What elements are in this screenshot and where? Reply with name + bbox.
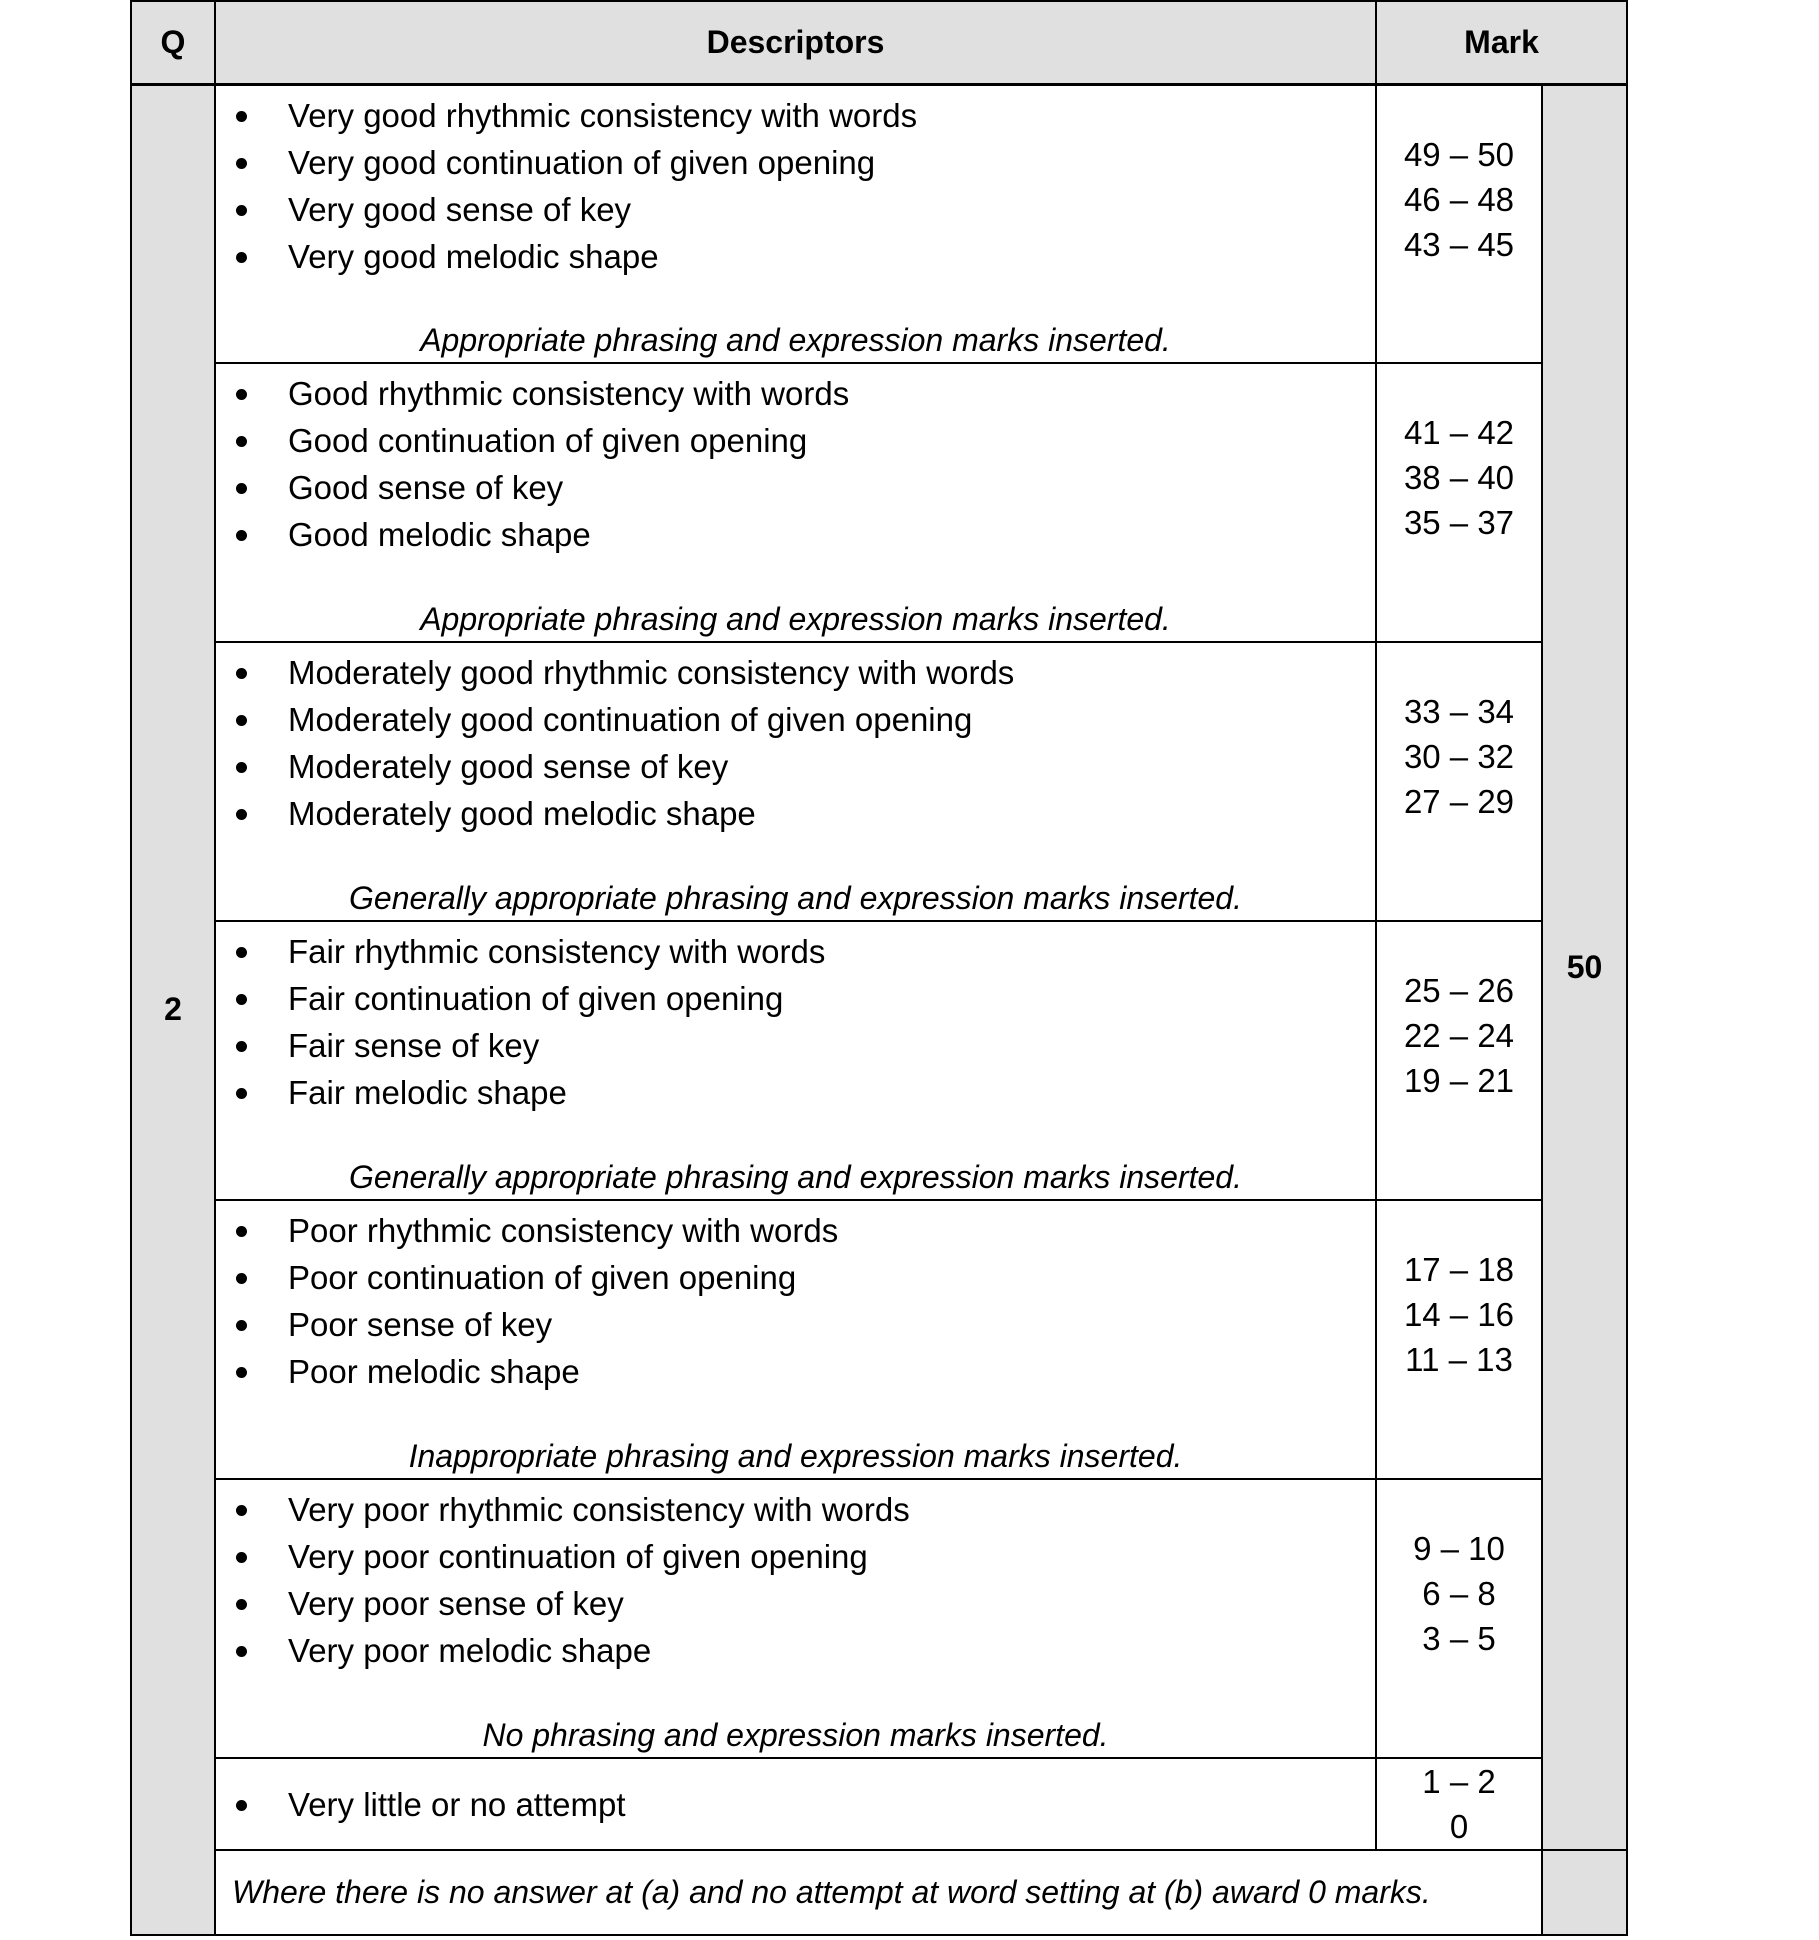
footer-note: Where there is no answer at (a) and no attempt at word setting at (b) award 0 marks. [215, 1850, 1542, 1935]
bullet-icon [236, 158, 247, 169]
mark-range: 38 – 40 [1403, 459, 1515, 496]
descriptor-item [216, 1022, 1375, 1069]
mark-bands [131, 84, 1627, 1935]
bullet-icon [236, 389, 247, 400]
mark-range: 11 – 13 [1405, 1341, 1513, 1378]
phrasing-note: Inappropriate phrasing and expression marks inserted. [408, 1438, 1183, 1474]
mark-range: 19 – 21 [1403, 1062, 1515, 1099]
descriptor-list [216, 86, 1375, 280]
descriptor-cell [215, 84, 1376, 363]
descriptor-cell [215, 1200, 1376, 1479]
mark-band-row [131, 84, 1627, 363]
descriptor-text: Fair melodic shape [288, 1074, 567, 1111]
mark-range-cell [1376, 921, 1542, 1200]
mark-range-cell [1376, 363, 1542, 642]
descriptor-item [216, 1533, 1375, 1580]
mark-range: 3 – 5 [1422, 1620, 1496, 1657]
descriptor-item [216, 370, 1375, 417]
mark-range: 46 – 48 [1403, 180, 1515, 218]
bullet-icon [236, 715, 247, 726]
descriptor-text: Good continuation of given opening [288, 422, 808, 459]
descriptor-item [216, 186, 1375, 233]
mark-range: 14 – 16 [1403, 1296, 1515, 1333]
bullet-icon [236, 1367, 247, 1378]
mark-range: 33 – 34 [1403, 693, 1515, 730]
no-attempt-row [131, 1758, 1627, 1850]
descriptor-text: Good sense of key [288, 469, 564, 506]
bullet-icon [236, 111, 247, 122]
descriptor-item [216, 1301, 1375, 1348]
descriptor-text: Good melodic shape [288, 516, 591, 553]
mark-range: 30 – 32 [1403, 738, 1515, 775]
descriptor-item [216, 928, 1375, 975]
bullet-icon [236, 252, 247, 263]
descriptor-item [216, 790, 1375, 837]
descriptor-item [216, 1069, 1375, 1116]
descriptor-item [216, 1627, 1375, 1674]
bullet-icon [236, 1505, 247, 1516]
header-mark: Mark [1376, 1, 1627, 84]
bullet-icon [236, 994, 247, 1005]
mark-range-cell [1376, 1479, 1542, 1758]
bullet-icon [236, 1646, 247, 1657]
phrasing-note: Generally appropriate phrasing and expression marks inserted. [349, 880, 1242, 916]
bullet-icon [236, 762, 247, 773]
phrasing-note: No phrasing and expression marks inserted. [482, 1717, 1109, 1753]
bullet-icon [236, 1273, 247, 1284]
phrasing-note: Appropriate phrasing and expression marks inserted. [420, 322, 1171, 358]
descriptor-text: Poor rhythmic consistency with words [288, 1212, 839, 1249]
bullet-icon [236, 809, 247, 820]
descriptor-text: Very good melodic shape [288, 237, 659, 275]
descriptor-text: Very poor rhythmic consistency with words [288, 1491, 910, 1528]
phrasing-note: Generally appropriate phrasing and expression marks inserted. [349, 1159, 1242, 1195]
bullet-icon [236, 1226, 247, 1237]
mark-range: 35 – 37 [1403, 504, 1515, 541]
bullet-icon [236, 483, 247, 494]
descriptor-list [216, 643, 1375, 837]
descriptor-item [216, 1207, 1375, 1254]
mark-range: 49 – 50 [1403, 135, 1515, 173]
mark-range-cell [1376, 84, 1542, 363]
bullet-icon [236, 1088, 247, 1099]
mark-range-cell [1376, 1200, 1542, 1479]
bullet-icon [236, 668, 247, 679]
descriptor-text: Moderately good melodic shape [288, 795, 756, 832]
mark-range-cell [1376, 642, 1542, 921]
descriptor-list [216, 922, 1375, 1116]
descriptor-text: Moderately good sense of key [288, 748, 729, 785]
mark-range: 17 – 18 [1403, 1251, 1515, 1288]
bullet-icon [236, 205, 247, 216]
header-q: Q [131, 1, 215, 84]
descriptor-text: Very poor sense of key [288, 1585, 624, 1622]
descriptor-text: Moderately good rhythmic consistency with words [288, 654, 1015, 691]
bullet-icon [236, 947, 247, 958]
mark-band-row [131, 363, 1627, 642]
bullet-icon [236, 436, 247, 447]
descriptor-text: Very good rhythmic consistency with words [288, 96, 918, 134]
descriptor-cell [215, 363, 1376, 642]
descriptor-text: Poor melodic shape [288, 1353, 580, 1390]
mark-range-cell [1376, 1758, 1542, 1850]
footer-row [131, 1850, 1627, 1935]
mark-band-row [131, 1479, 1627, 1758]
phrasing-note: Appropriate phrasing and expression marks inserted. [420, 601, 1171, 637]
descriptor-item [216, 743, 1375, 790]
descriptor-text: Very good sense of key [288, 190, 632, 228]
descriptor-text: Good rhythmic consistency with words [288, 375, 850, 412]
descriptor-item [216, 1781, 1375, 1828]
descriptor-list [216, 364, 1375, 558]
descriptor-item [216, 511, 1375, 558]
bullet-icon [236, 1552, 247, 1563]
descriptor-text: Very good continuation of given opening [288, 143, 876, 181]
mark-range: 9 – 10 [1413, 1530, 1505, 1567]
descriptor-item [216, 233, 1375, 280]
mark-range: 1 – 2 [1422, 1763, 1496, 1800]
descriptor-list [216, 1759, 1375, 1828]
bullet-icon [236, 530, 247, 541]
descriptor-text: Fair continuation of given opening [288, 980, 784, 1017]
descriptor-item [216, 649, 1375, 696]
mark-band-row [131, 642, 1627, 921]
mark-range: 0 [1449, 1808, 1469, 1845]
descriptor-item [216, 1348, 1375, 1395]
mark-range: 22 – 24 [1403, 1017, 1515, 1054]
descriptor-text: Very poor melodic shape [288, 1632, 652, 1669]
bullet-icon [236, 1041, 247, 1052]
total-marks: 50 [1542, 84, 1627, 1850]
descriptor-text: Very little or no attempt [288, 1786, 626, 1823]
bullet-icon [236, 1320, 247, 1331]
descriptor-cell [215, 642, 1376, 921]
mark-band-row [131, 921, 1627, 1200]
descriptor-text: Poor continuation of given opening [288, 1259, 797, 1296]
question-number: 2 [131, 84, 215, 1935]
descriptor-text: Fair sense of key [288, 1027, 540, 1064]
bullet-icon [236, 1599, 247, 1610]
descriptor-item [216, 975, 1375, 1022]
mark-range: 43 – 45 [1403, 225, 1515, 263]
descriptor-list [216, 1201, 1375, 1395]
descriptor-item [216, 1486, 1375, 1533]
descriptor-text: Poor sense of key [288, 1306, 553, 1343]
mark-range: 25 – 26 [1403, 972, 1515, 1009]
mark-range: 27 – 29 [1403, 783, 1515, 820]
descriptor-cell [215, 1479, 1376, 1758]
total-column-end [1542, 1850, 1627, 1935]
descriptor-item [216, 1580, 1375, 1627]
descriptor-cell [215, 921, 1376, 1200]
mark-range: 6 – 8 [1422, 1575, 1496, 1612]
descriptor-item [216, 92, 1375, 139]
descriptor-list [216, 1480, 1375, 1674]
descriptor-item [216, 139, 1375, 186]
descriptor-text: Very poor continuation of given opening [288, 1538, 868, 1575]
mark-range: 41 – 42 [1403, 414, 1515, 451]
descriptor-item [216, 464, 1375, 511]
descriptor-item [216, 1254, 1375, 1301]
descriptor-text: Moderately good continuation of given opening [288, 701, 973, 738]
bullet-icon [236, 1800, 247, 1811]
descriptor-text: Fair rhythmic consistency with words [288, 933, 826, 970]
descriptor-item [216, 696, 1375, 743]
descriptor-item [216, 417, 1375, 464]
descriptor-cell [215, 1758, 1376, 1850]
header-descriptors: Descriptors [215, 1, 1376, 84]
mark-band-row [131, 1200, 1627, 1479]
mark-scheme-table [130, 0, 1628, 1936]
